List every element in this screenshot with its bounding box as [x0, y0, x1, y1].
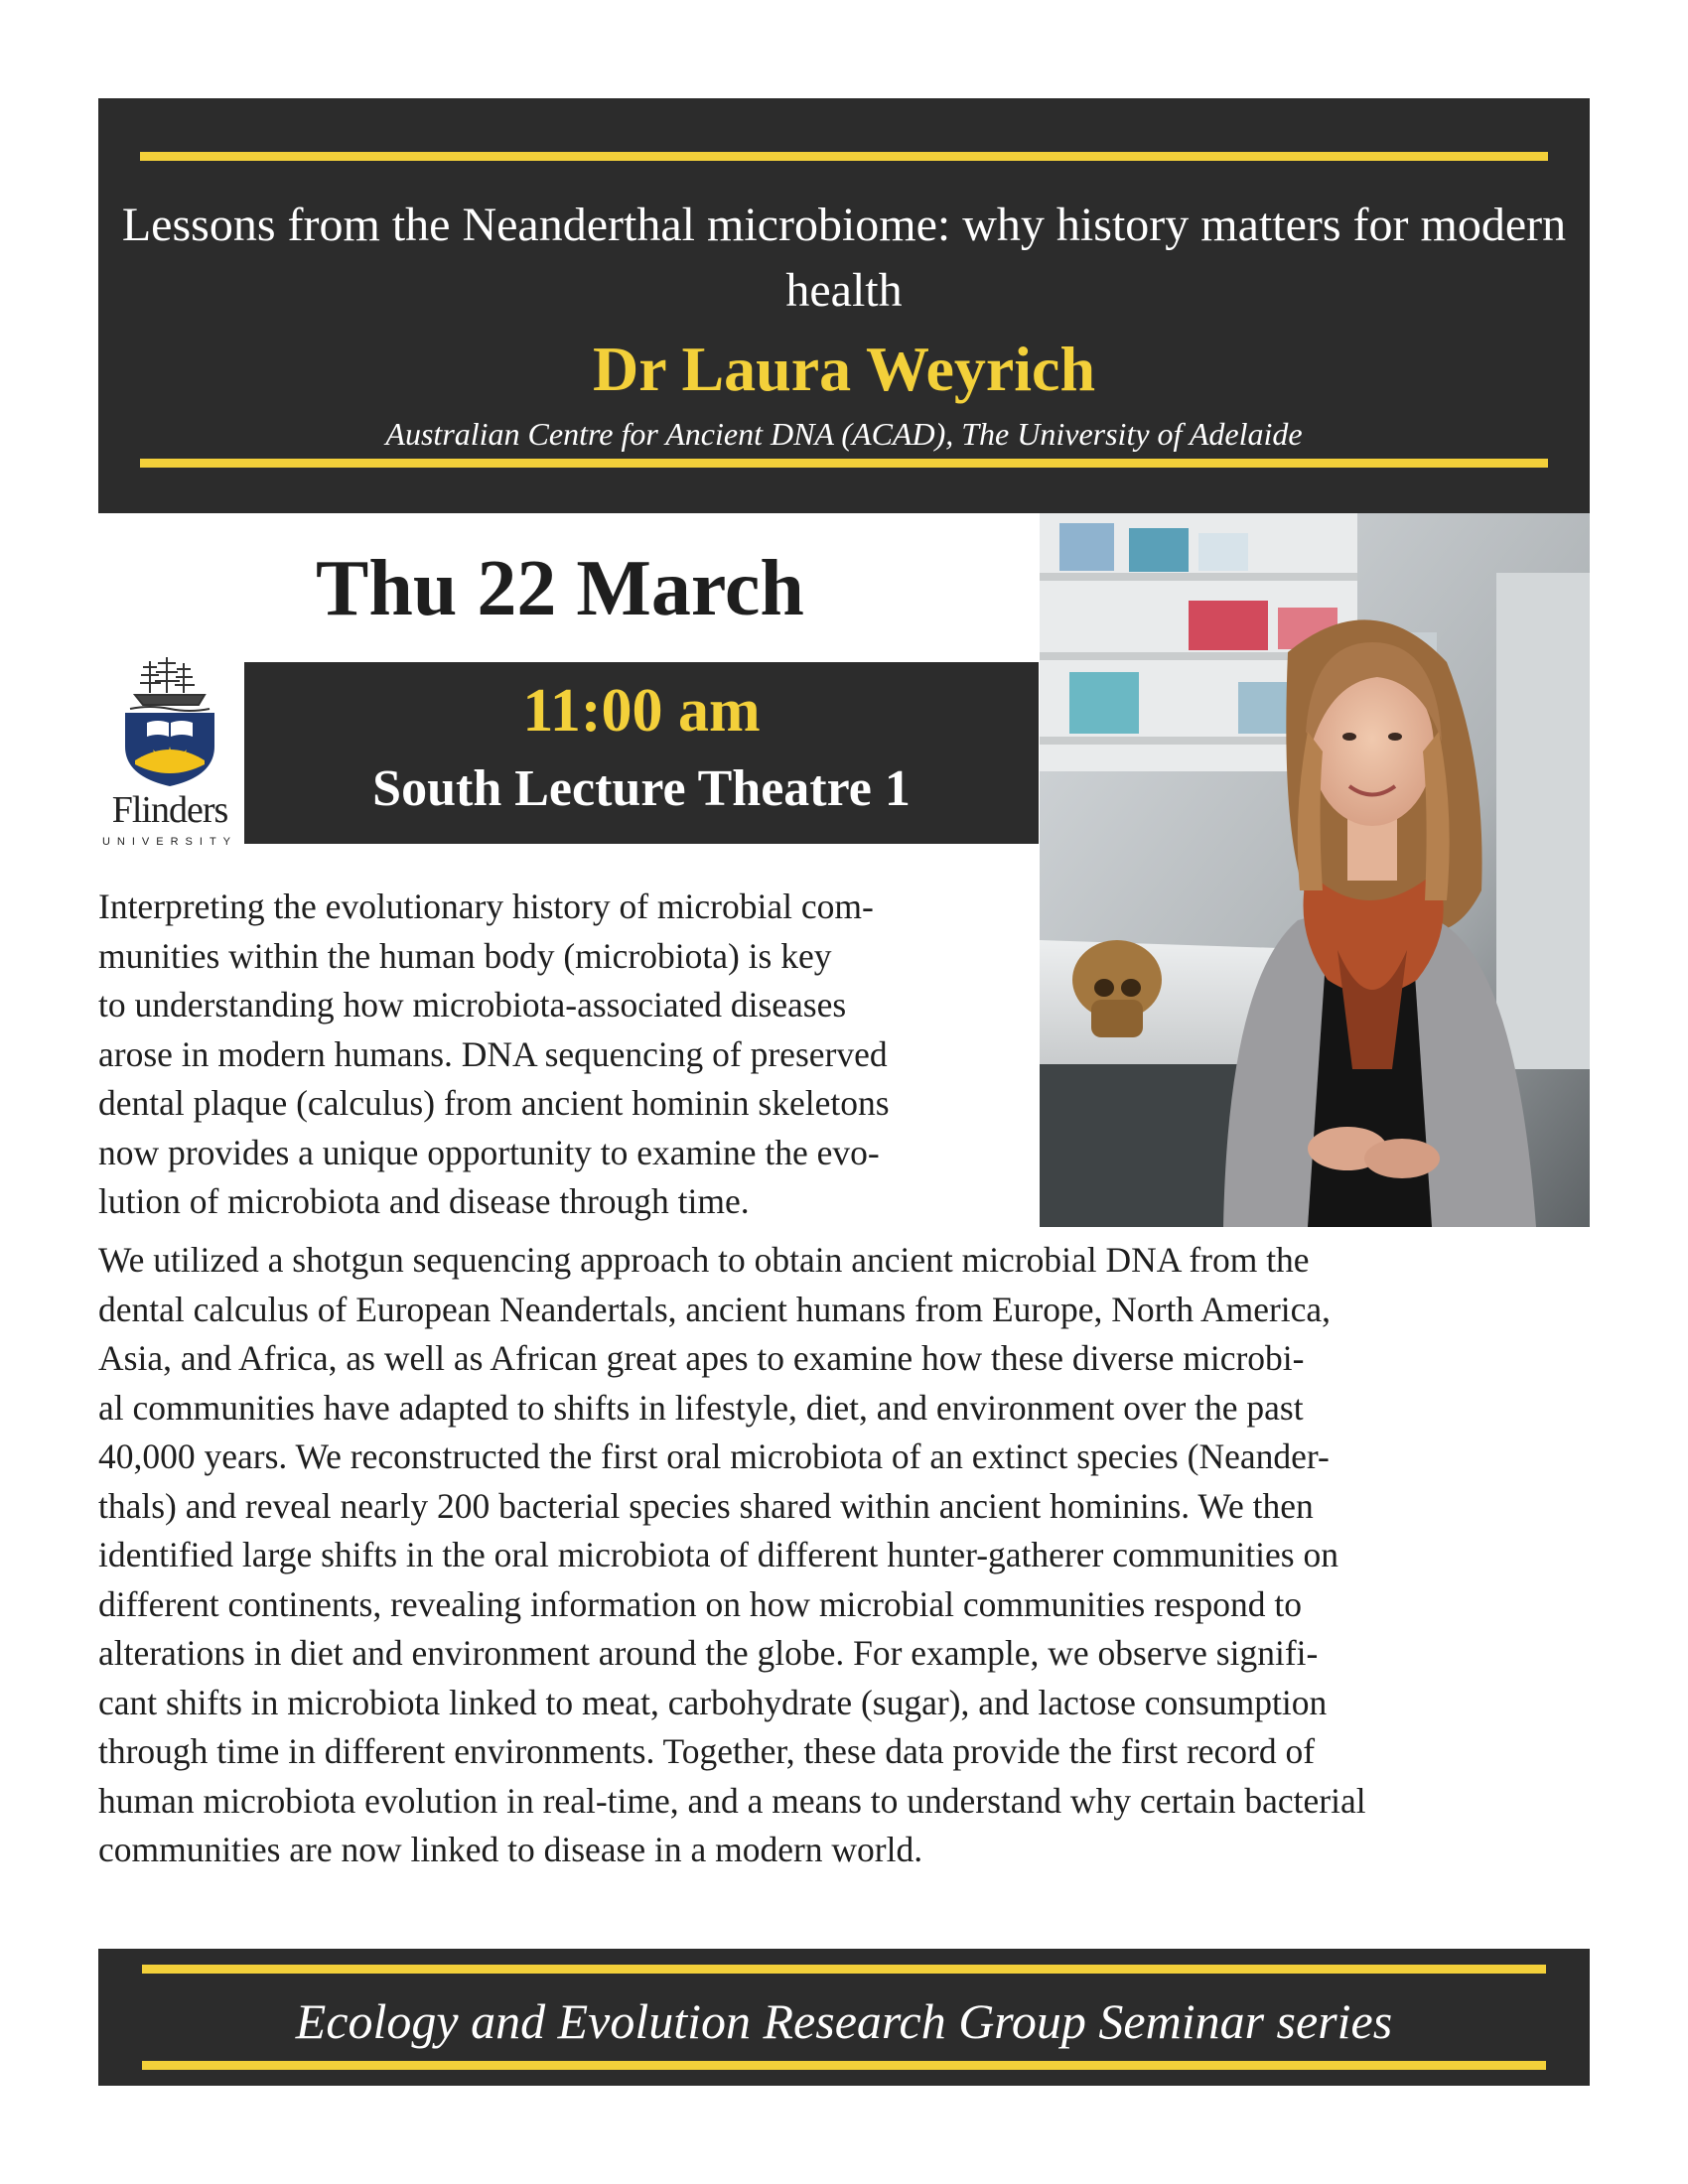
time-venue-box	[244, 662, 1039, 844]
speaker-photo	[1040, 513, 1590, 1227]
seminar-series: Ecology and Evolution Research Group Seminar series	[295, 1993, 1393, 2049]
text-line: through time in different environments. Together, these data provide the first record of	[98, 1731, 1316, 1771]
footer-top-rule	[142, 1965, 1546, 1974]
event-time: 11:00 am	[522, 677, 761, 745]
text-line: 40,000 years. We reconstructed the first oral microbiota of an extinct species (Neander-	[98, 1436, 1330, 1476]
header-banner	[98, 98, 1590, 513]
text-line: Interpreting the evolutionary history of microbial com-	[98, 887, 874, 926]
text-line: alterations in diet and environment around the globe. For example, we observe signifi-	[98, 1633, 1319, 1673]
logo-wordmark: Flinders	[111, 789, 228, 831]
text-line: cant shifts in microbiota linked to meat, carbohydrate (sugar), and lactose consumption	[98, 1682, 1328, 1722]
text-line: dental calculus of European Neandertals, ancient humans from Europe, North America,	[98, 1289, 1332, 1329]
text-line: thals) and reveal nearly 200 bacterial species shared within ancient hominins. We then	[98, 1485, 1314, 1526]
text-line: now provides a unique opportunity to examine the evo-	[98, 1132, 880, 1172]
logo-subtitle: UNIVERSITY	[101, 836, 237, 848]
speaker-affiliation: Australian Centre for Ancient DNA (ACAD), The University of Adelaide	[385, 416, 1303, 452]
text-line: munities within the human body (microbiota) is key	[98, 935, 832, 976]
text-line: Asia, and Africa, as well as African great apes to examine how these diverse microbi-	[98, 1338, 1305, 1378]
crest-icon	[95, 655, 244, 786]
text-line: identified large shifts in the oral microbiota of different hunter-gatherer communities on	[98, 1535, 1338, 1574]
header-top-rule	[140, 152, 1548, 161]
text-line: human microbiota evolution in real-time, and a means to understand why certain bacterial	[98, 1780, 1366, 1821]
text-line: communities are now linked to disease in a modern world.	[98, 1830, 923, 1869]
seminar-title: Lessons from the Neanderthal microbiome: why history matters for modern health	[121, 199, 1567, 317]
university-logo	[95, 655, 244, 849]
text-line: dental plaque (calculus) from ancient hominin skeletons	[98, 1083, 890, 1123]
text-line: different continents, revealing information on how microbial communities respond to	[98, 1583, 1302, 1624]
footer-banner	[98, 1949, 1590, 2086]
footer-bottom-rule	[142, 2061, 1546, 2070]
event-venue: South Lecture Theatre 1	[372, 760, 911, 817]
text-line: al communities have adapted to shifts in lifestyle, diet, and environment over the past	[98, 1387, 1304, 1428]
speaker-name: Dr Laura Weyrich	[592, 334, 1096, 404]
text-line: arose in modern humans. DNA sequencing of preserved	[98, 1033, 888, 1074]
text-line: to understanding how microbiota-associated diseases	[98, 985, 847, 1024]
abstract-paragraph-1	[98, 883, 890, 1227]
abstract-paragraph-2	[98, 1236, 1366, 1875]
event-date: Thu 22 March	[316, 545, 804, 632]
text-line: We utilized a shotgun sequencing approach to obtain ancient microbial DNA from the	[98, 1240, 1310, 1280]
header-bottom-rule	[140, 459, 1548, 468]
text-line: lution of microbiota and disease through time.	[98, 1181, 750, 1221]
